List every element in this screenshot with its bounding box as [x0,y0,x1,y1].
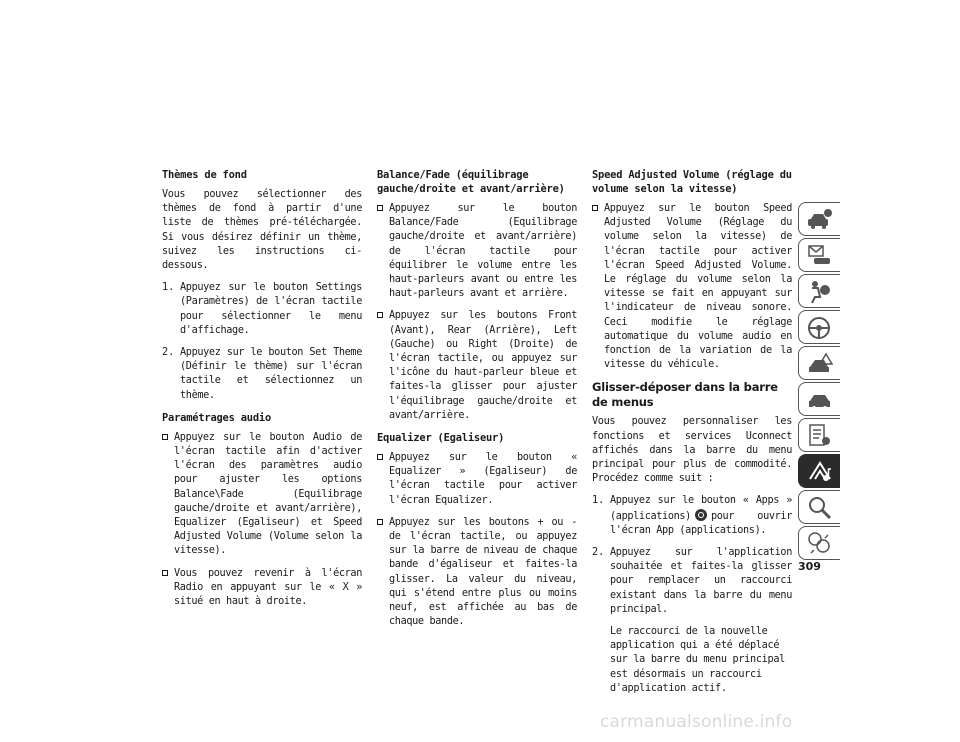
tab-index[interactable] [798,490,840,524]
tab-emergency[interactable] [798,346,840,380]
index-search-icon [806,495,834,521]
step-item: 2. Appuyez sur l'application souhaitée et faites-la glisser pour remplacer un raccourci existant dans la barre du menu principal. [592,547,792,615]
bullet-square-icon [592,205,598,211]
bullet-item: Appuyez sur le bouton Speed Adjusted Volume (Réglage du volume selon la vitesse) de l'écran tactile pour activer l'écran Speed Adjusted Volume. Le réglage du volume selon la vitesse se fait en appuyant sur l'indicateur de niveau sonore. Ceci modifie le réglage automatique du volume audio en fonction de la variation de la vitesse du véhicule. [592,202,792,372]
tab-messages[interactable] [798,238,840,272]
tab-car-info[interactable] [798,202,840,236]
bullet-item: Vous pouvez revenir à l'écran Radio en appuyant sur le « X » situé en haut à droite. [162,567,362,610]
bullet-square-icon [162,434,168,440]
heading-speed-volume: Speed Adjusted Volume (réglage du volume selon la vitesse) [592,169,792,195]
bullet-item: Appuyez sur les boutons Front (Avant), Rear (Arrière), Left (Gauche) ou Right (Droite) de l'écran tactile, ou appuyez sur l'icône du haut-parleur bleue et faites-la glisser pour ajuster l'équilibrage gauche/droite et avant/arrière. [377,309,577,423]
heading-audio: Paramétrages audio [162,411,272,424]
car-info-icon [806,207,834,233]
warning-car-icon [806,351,834,377]
bullet-item: Appuyez sur le bouton Balance/Fade (Equilibrage gauche/droite et avant/arrière) de l'écran tactile pour équilibrer le volume entre les haut-parleurs avant ou entre les haut-parleurs avant et arrière. [377,202,577,301]
tab-multimedia[interactable] [798,454,840,488]
airbag-icon [806,279,834,305]
service-car-icon [806,387,834,413]
column-3 [592,168,792,696]
step-item: 2. Appuyez sur le bouton Set Theme (Définir le thème) sur l'écran tactile et sélectionnez un thème. [162,347,362,401]
page-number: 309 [798,560,821,573]
bullet-square-icon [162,570,168,576]
apps-icon [695,509,707,521]
watermark: carmanualsonline.info [600,712,793,732]
tab-language[interactable] [798,526,840,560]
chapter-tabs [798,202,842,562]
column-2 [377,168,577,637]
step-item: 1. Appuyez sur le bouton « Apps » (applications) pour ouvrir l'écran App (applications). [592,495,792,536]
multimedia-icon [806,459,834,485]
bullet-square-icon [377,312,383,318]
bullet-item: Appuyez sur les boutons + ou - de l'écran tactile, ou appuyez sur la barre de niveau de chaque bande d'égaliseur et faites-la glisser. La valeur du niveau, qui s'étend entre plus ou moins neuf, est affichée au bas de chaque bande. [377,516,577,630]
tab-servicing[interactable] [798,382,840,416]
note-paragraph: Le raccourci de la nouvelle application qui a été déplacé sur la barre du menu principal est désormais un raccourci d'application actif. [610,626,786,694]
bullet-square-icon [377,519,383,525]
tab-safety[interactable] [798,274,840,308]
message-car-icon [806,243,834,269]
column-1 [162,168,362,617]
heading-drag-drop: Glisser-déposer dans la barre de menus [592,380,778,410]
language-icon [806,531,834,557]
heading-balance-fade: Balance/Fade (équilibrage gauche/droite et avant/arrière) [377,169,565,195]
heading-equalizer: Equalizer (Egaliseur) [377,432,505,445]
steering-wheel-icon [806,315,834,341]
step-item: 1. Appuyez sur le bouton Settings (Paramètres) de l'écran tactile pour sélectionner le menu d'affichage. [162,282,362,336]
tab-specifications[interactable] [798,418,840,452]
bullet-square-icon [377,205,383,211]
bullet-item: Appuyez sur le bouton Audio de l'écran tactile afin d'activer l'écran des paramètres audio pour ajuster les options Balance\Fade (Equilibrage gauche/droite et avant/arrière), Equalizer (Egaliseur) et Speed Adjusted Volume (Volume selon la vitesse). [162,431,362,559]
bullet-item: Appuyez sur le bouton « Equalizer » (Egaliseur) de l'écran tactile pour activer l'écran Equalizer. [377,451,577,508]
heading-themes: Thèmes de fond [162,169,247,181]
paragraph-drag-drop: Vous pouvez personnaliser les fonctions et services Uconnect affichés dans la barre du menu principal pour plus de commodité. Procédez comme suit : [592,416,792,485]
specifications-icon [806,423,834,449]
paragraph-themes: Vous pouvez sélectionner des thèmes de fond à partir d'une liste de thèmes pré-téléchargée. Si vous désirez définir un thème, suivez les instructions ci-dessous. [162,189,362,272]
bullet-square-icon [377,454,383,460]
tab-driving[interactable] [798,310,840,344]
